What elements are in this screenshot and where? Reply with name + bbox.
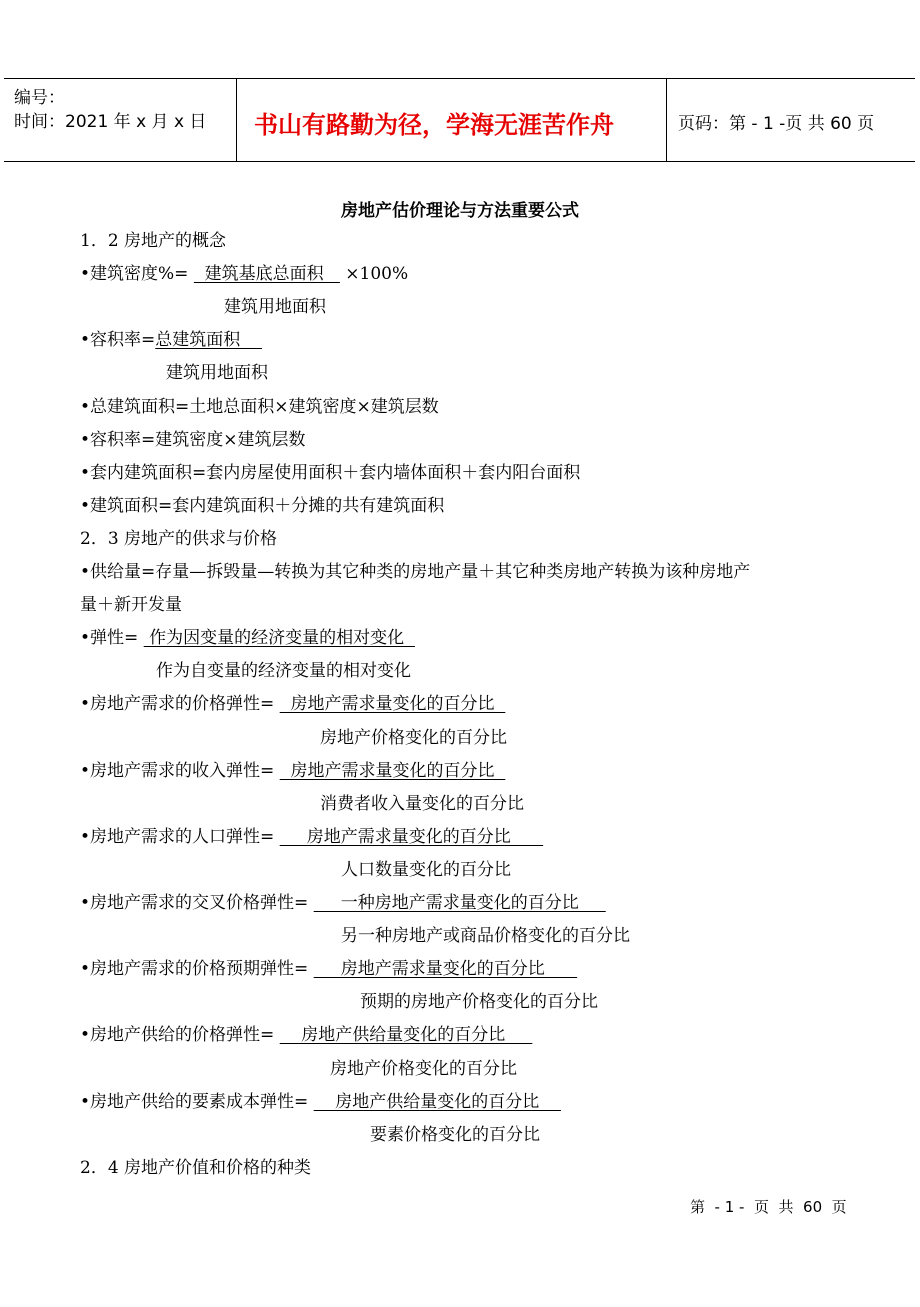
header-divider [236,79,237,161]
formula-line: 量＋新开发量 [80,595,182,615]
header-divider [666,79,667,161]
time-label: 时间：2021 年 x 月 x 日 [14,112,207,132]
formula-line: •房地产需求的人口弹性= 房地产需求量变化的百分比 [80,827,544,847]
formula-denominator: 作为自变量的经济变量的相对变化 [156,661,411,681]
formula-line: •弹性= 作为因变量的经济变量的相对变化 [80,628,415,648]
section-heading: 1．2 房地产的概念 [80,231,227,251]
formula-denominator: 要素价格变化的百分比 [370,1125,540,1145]
motto: 书山有路勤为径，学海无涯苦作舟 [254,111,614,139]
formula-line: •房地产需求的交叉价格弹性= 一种房地产需求量变化的百分比 [80,893,606,913]
formula-denominator: 人口数量变化的百分比 [341,860,511,880]
formula-line: •容积率=建筑密度×建筑层数 [80,430,306,450]
formula-line: •建筑密度%= 建筑基底总面积 ×100% [80,264,409,284]
formula-line: •容积率=总建筑面积 [80,330,262,350]
header-table [4,78,915,162]
formula-line: •建筑面积=套内建筑面积＋分摊的共有建筑面积 [80,496,445,516]
formula-line: •房地产供给的价格弹性= 房地产供给量变化的百分比 [80,1025,533,1045]
formula-line: •套内建筑面积=套内房屋使用面积＋套内墙体面积＋套内阳台面积 [80,463,581,483]
document-title: 房地产估价理论与方法重要公式 [341,201,579,221]
formula-line: •房地产需求的收入弹性= 房地产需求量变化的百分比 [80,761,506,781]
section-heading: 2．4 房地产价值和价格的种类 [80,1158,312,1178]
formula-denominator: 消费者收入量变化的百分比 [320,794,524,814]
formula-denominator: 建筑用地面积 [224,297,326,317]
formula-denominator: 预期的房地产价格变化的百分比 [360,992,598,1012]
page-label: 页码：第 - 1 -页 共 60 页 [678,114,875,134]
formula-denominator: 房地产价格变化的百分比 [330,1059,517,1079]
formula-line: •房地产需求的价格预期弹性= 房地产需求量变化的百分比 [80,959,578,979]
number-label: 编号： [14,88,65,108]
section-heading: 2．3 房地产的供求与价格 [80,529,278,549]
formula-line: •房地产需求的价格弹性= 房地产需求量变化的百分比 [80,694,506,714]
formula-line: •总建筑面积=土地总面积×建筑密度×建筑层数 [80,397,439,417]
page-footer: 第 - 1 - 页 共 60 页 [690,1198,847,1216]
formula-denominator: 房地产价格变化的百分比 [320,728,507,748]
formula-denominator: 另一种房地产或商品价格变化的百分比 [341,926,630,946]
formula-line: •供给量=存量—拆毁量—转换为其它种类的房地产量＋其它种类房地产转换为该种房地产 [80,562,751,582]
formula-denominator: 建筑用地面积 [166,363,268,383]
formula-line: •房地产供给的要素成本弹性= 房地产供给量变化的百分比 [80,1092,561,1112]
